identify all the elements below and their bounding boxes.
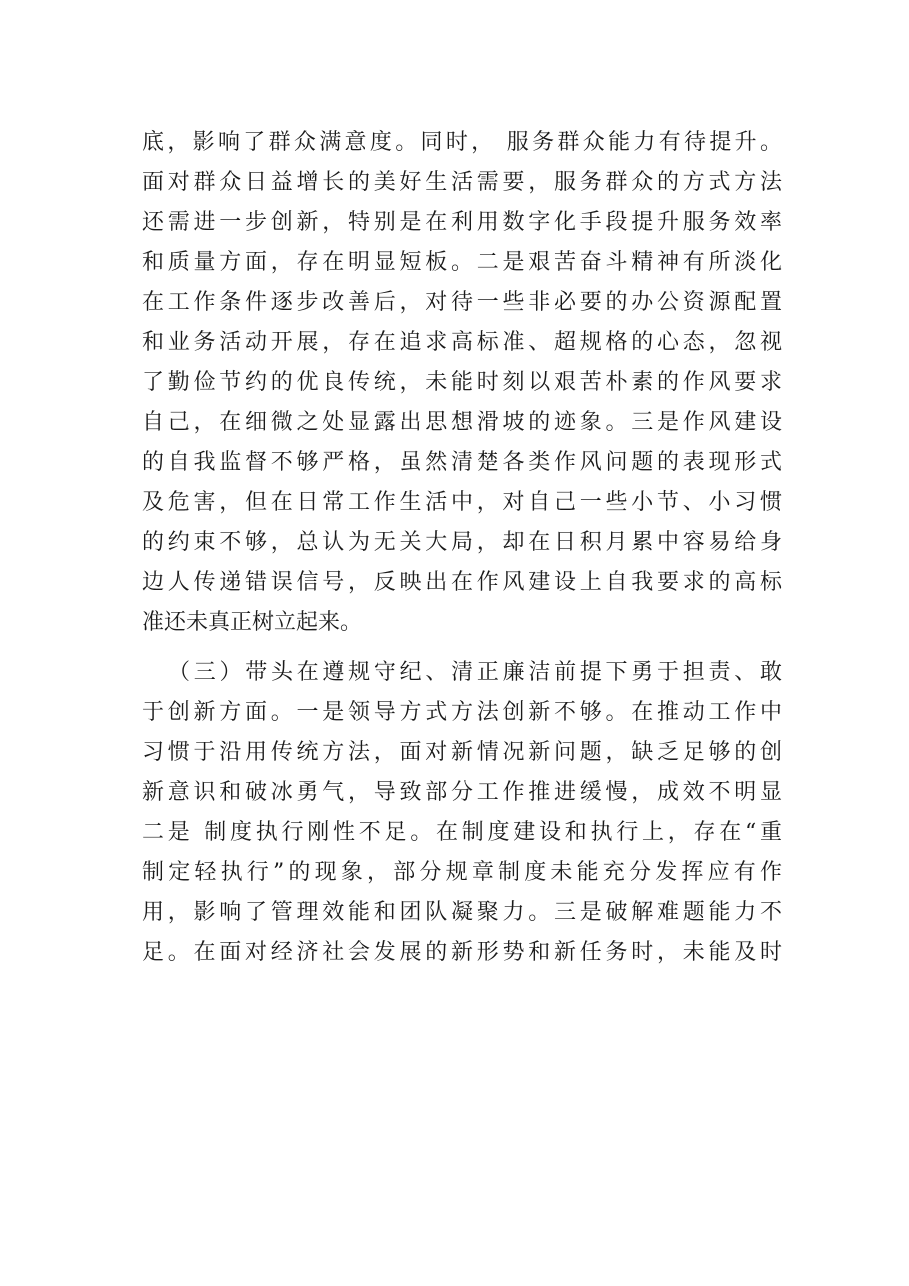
text-line: 还需进一步创新，特别是在利用数字化手段提升服务效率	[142, 210, 782, 235]
text-line: 面对群众日益增长的美好生活需要，服务群众的方式方法	[142, 170, 782, 195]
text-line: 用，影响了管理效能和团队凝聚力。三是破解难题能力不	[142, 900, 782, 925]
text-line: 及危害，但在日常工作生活中，对自己一些小节、小习惯	[142, 490, 782, 515]
text-line: 的自我监督不够严格，虽然清楚各类作风问题的表现形式	[142, 450, 782, 475]
text-line: 二是 制度执行刚性不足。在制度建设和执行上，存在“重	[142, 820, 782, 845]
text-line: 于创新方面。一是领导方式方法创新不够。在推动工作中	[142, 700, 782, 725]
text-line: 新意识和破冰勇气，导致部分工作推进缓慢，成效不明显	[142, 780, 782, 805]
text-line: 和质量方面，存在明显短板。二是艰苦奋斗精神有所淡化	[142, 250, 782, 275]
text-line: 了勤俭节约的优良传统，未能时刻以艰苦朴素的作风要求	[142, 370, 782, 395]
text-line: 自己，在细微之处显露出思想滑坡的迹象。三是作风建设	[142, 410, 782, 435]
text-line: 底，影响了群众满意度。同时， 服务群众能力有待提升。	[142, 130, 782, 155]
text-line: 准还未真正树立起来。	[142, 610, 363, 635]
text-line: 习惯于沿用传统方法，面对新情况新问题，缺乏足够的创	[142, 740, 782, 765]
text-line: 边人传递错误信号，反映出在作风建设上自我要求的高标	[142, 570, 782, 595]
text-line: 在工作条件逐步改善后，对待一些非必要的办公资源配置	[142, 290, 782, 315]
text-line: 足。在面对经济社会发展的新形势和新任务时，未能及时	[142, 940, 782, 965]
text-line: 制定轻执行”的现象，部分规章制度未能充分发挥应有作	[142, 860, 782, 885]
section-heading-line: （三）带头在遵规守纪、清正廉洁前提下勇于担责、敢	[168, 660, 782, 685]
text-line: 和业务活动开展，存在追求高标准、超规格的心态，忽视	[142, 330, 782, 355]
text-line: 的约束不够，总认为无关大局，却在日积月累中容易给身	[142, 530, 782, 555]
